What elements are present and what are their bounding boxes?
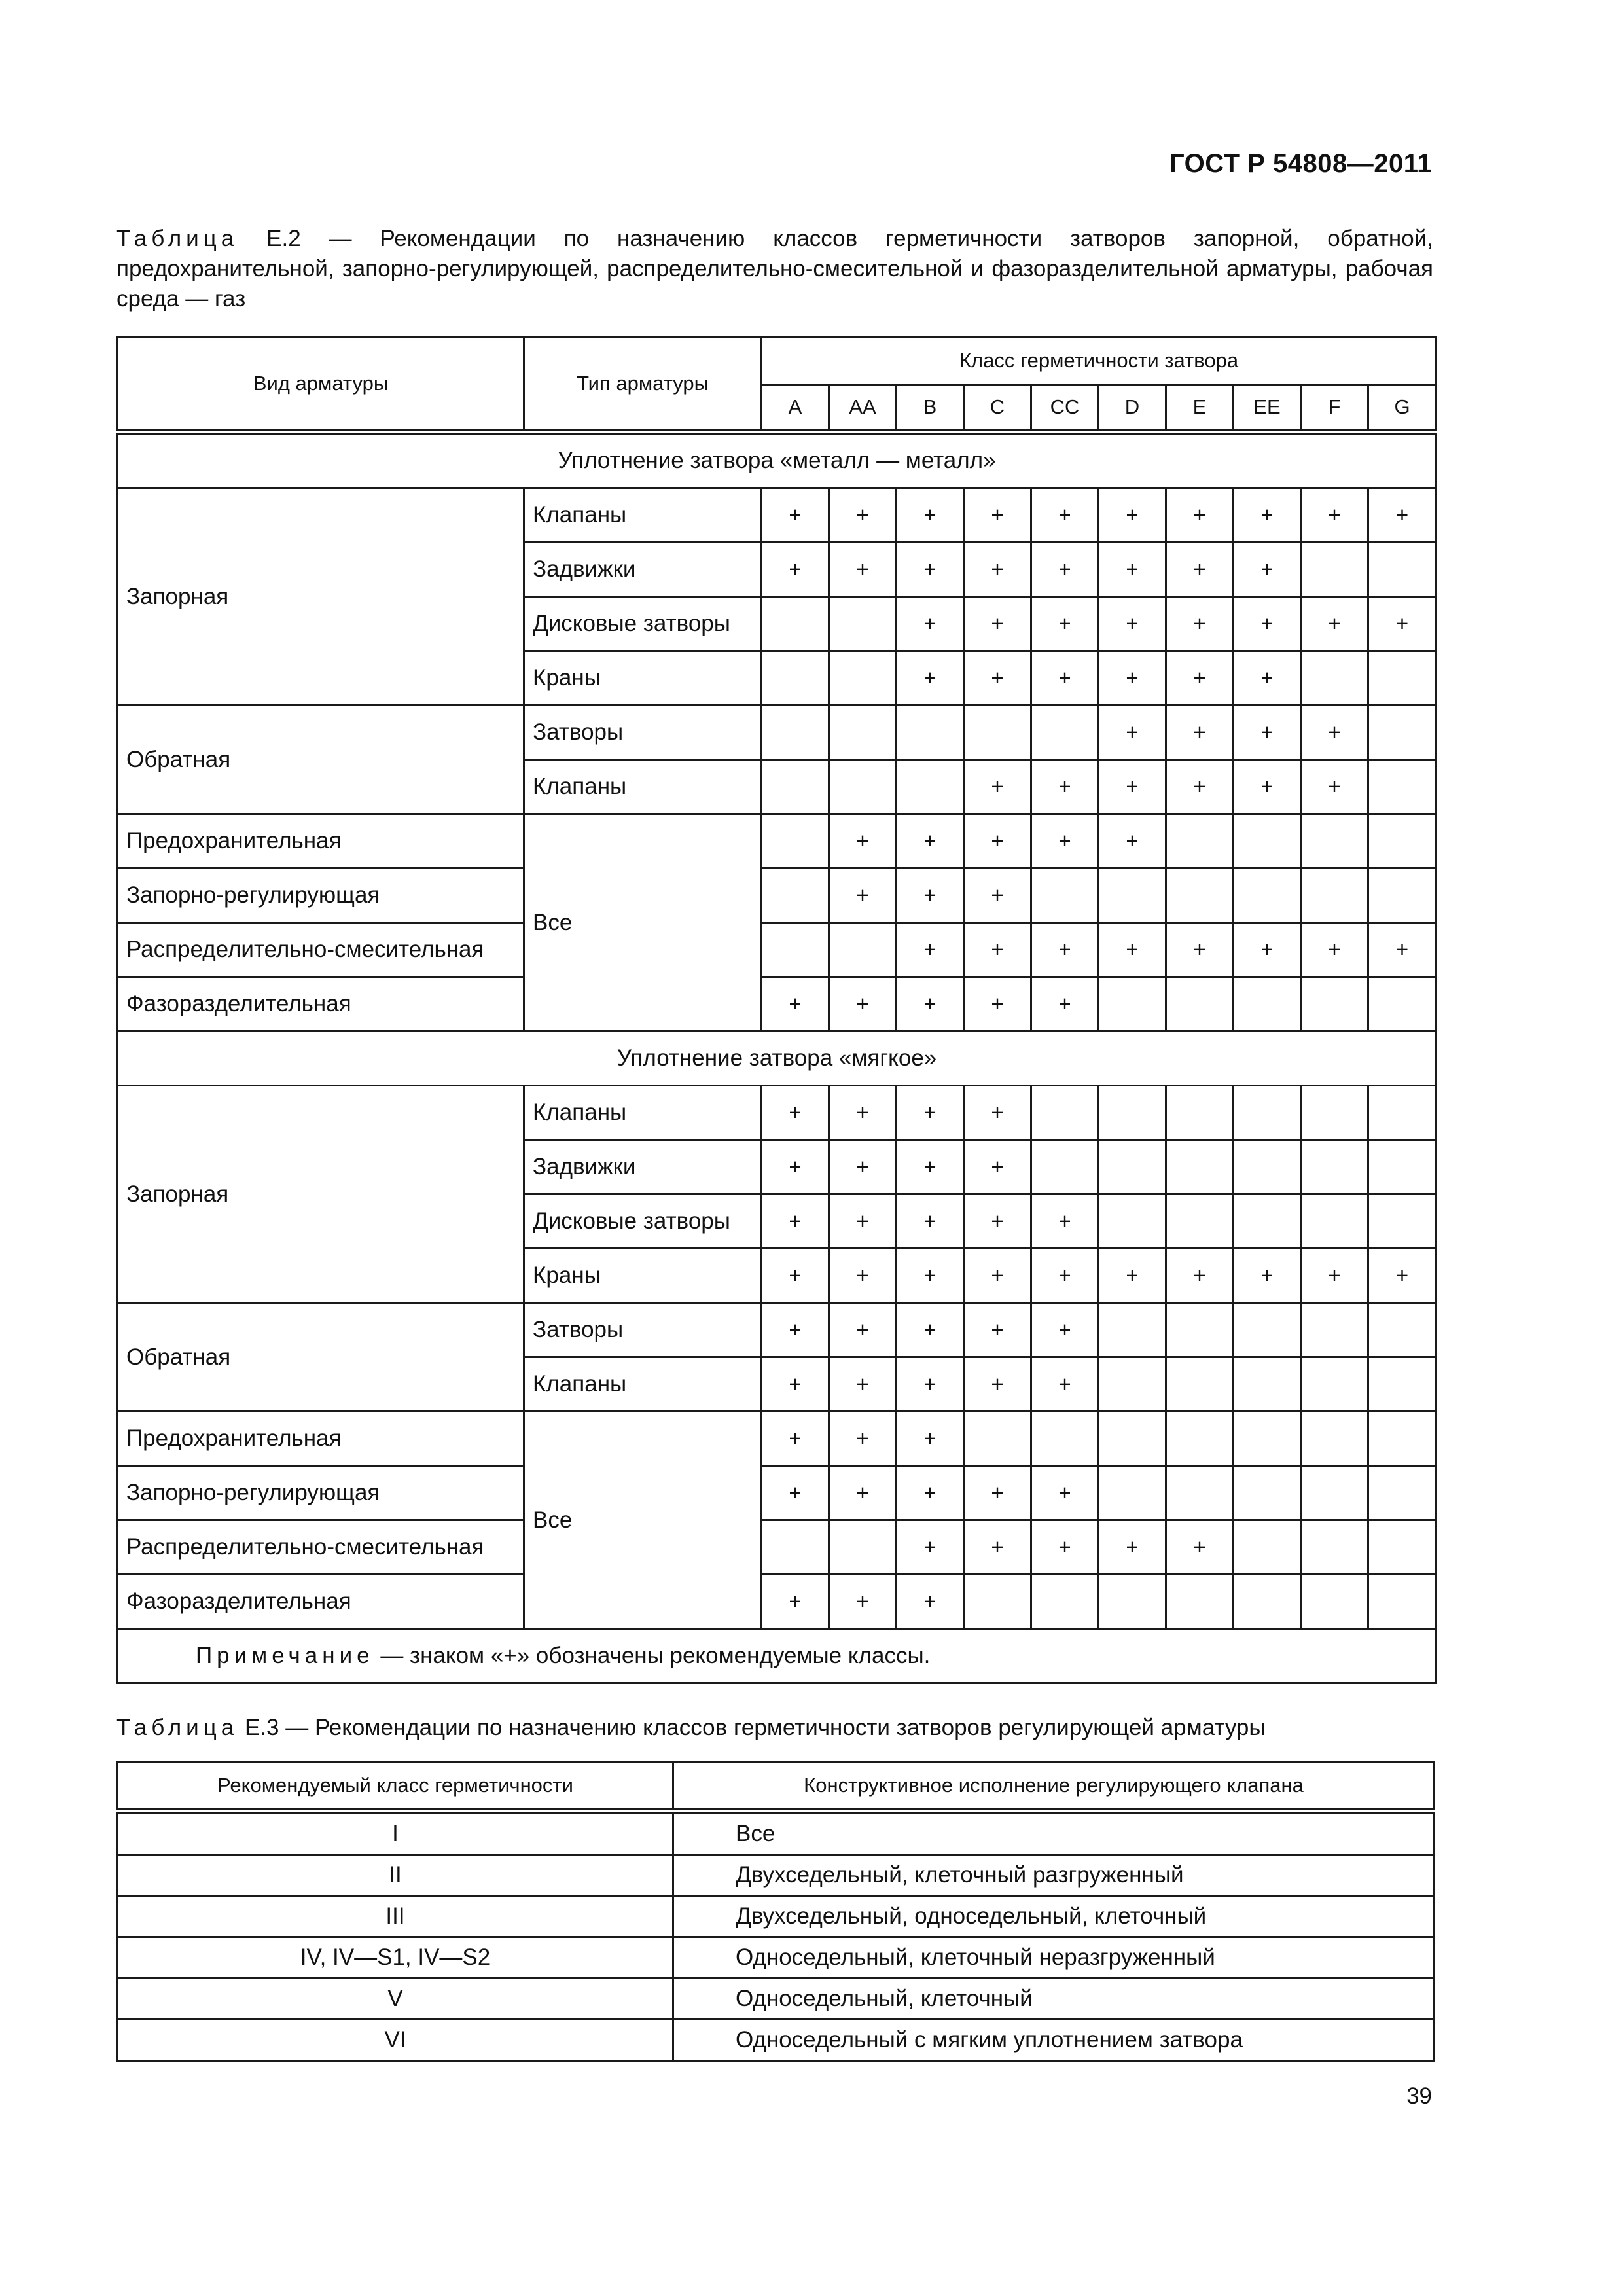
vid-cell: Запорно-регулирующая — [118, 869, 524, 923]
class-cell: VI — [118, 2020, 673, 2061]
table-row — [118, 814, 1436, 869]
table-row — [118, 1412, 1436, 1466]
mark-cell — [1166, 1575, 1234, 1629]
mark-cell: + — [829, 1194, 897, 1249]
note-row — [118, 1629, 1436, 1683]
mark-cell: + — [964, 488, 1031, 543]
tip-cell: Затворы — [524, 1303, 762, 1357]
mark-cell: + — [1234, 543, 1301, 597]
mark-cell: + — [762, 1357, 829, 1412]
mark-cell — [1368, 1412, 1436, 1466]
tip-cell: Краны — [524, 651, 762, 706]
caption-text: Е.3 — Рекомендации по назначению классов герметичности затворов регулирующей арматуры — [238, 1715, 1266, 1740]
mark-cell: + — [1166, 706, 1234, 760]
mark-cell — [1234, 869, 1301, 923]
mark-cell: + — [964, 869, 1031, 923]
mark-cell — [897, 706, 964, 760]
mark-cell — [1234, 1194, 1301, 1249]
mark-cell — [1166, 1303, 1234, 1357]
tip-cell: Задвижки — [524, 1140, 762, 1194]
mark-cell — [1166, 977, 1234, 1031]
design-cell: Двухседельный, клеточный разгруженный — [673, 1855, 1435, 1896]
mark-cell: + — [1234, 1249, 1301, 1303]
mark-cell: + — [829, 1575, 897, 1629]
mark-cell: + — [1031, 760, 1099, 814]
mark-cell — [1234, 1303, 1301, 1357]
vid-cell: Обратная — [118, 706, 524, 814]
tip-cell: Клапаны — [524, 1086, 762, 1140]
mark-cell: + — [1031, 1303, 1099, 1357]
design-cell: Односедельный, клеточный неразгруженный — [673, 1937, 1435, 1979]
table-row — [118, 1812, 1435, 1855]
tip-cell: Задвижки — [524, 543, 762, 597]
mark-cell — [1301, 1140, 1368, 1194]
class-header: AA — [829, 385, 897, 432]
mark-cell: + — [897, 1575, 964, 1629]
mark-cell — [829, 923, 897, 977]
mark-cell — [829, 706, 897, 760]
mark-cell — [1099, 1412, 1166, 1466]
mark-cell: + — [897, 1140, 964, 1194]
mark-cell: + — [964, 1303, 1031, 1357]
mark-cell — [1301, 1194, 1368, 1249]
mark-cell: + — [897, 869, 964, 923]
mark-cell — [1031, 1412, 1099, 1466]
mark-cell — [1234, 1466, 1301, 1520]
mark-cell: + — [1099, 543, 1166, 597]
mark-cell — [762, 706, 829, 760]
mark-cell: + — [1099, 760, 1166, 814]
table-row — [118, 1979, 1435, 2020]
mark-cell — [897, 760, 964, 814]
mark-cell: + — [897, 1357, 964, 1412]
table-row — [118, 1575, 1436, 1629]
mark-cell: + — [829, 488, 897, 543]
class-cell: I — [118, 1812, 673, 1855]
mark-cell: + — [1031, 543, 1099, 597]
mark-cell: + — [1031, 923, 1099, 977]
mark-cell — [1099, 1466, 1166, 1520]
caption-lead: Таблица — [116, 1715, 239, 1740]
mark-cell — [1368, 1194, 1436, 1249]
mark-cell — [1031, 1086, 1099, 1140]
mark-cell — [1234, 814, 1301, 869]
mark-cell: + — [762, 1303, 829, 1357]
mark-cell: + — [1031, 651, 1099, 706]
mark-cell: + — [1368, 1249, 1436, 1303]
design-cell: Двухседельный, односедельный, клеточный — [673, 1896, 1435, 1937]
mark-cell — [1166, 1086, 1234, 1140]
note-cell — [118, 1629, 1436, 1683]
mark-cell — [762, 869, 829, 923]
table-row — [118, 1855, 1435, 1896]
mark-cell: + — [964, 814, 1031, 869]
mark-cell: + — [964, 977, 1031, 1031]
mark-cell — [1368, 543, 1436, 597]
mark-cell — [1368, 814, 1436, 869]
mark-cell: + — [964, 543, 1031, 597]
mark-cell — [1099, 977, 1166, 1031]
mark-cell: + — [964, 1357, 1031, 1412]
mark-cell — [1031, 869, 1099, 923]
mark-cell: + — [964, 1249, 1031, 1303]
mark-cell: + — [897, 1249, 964, 1303]
class-cell: V — [118, 1979, 673, 2020]
mark-cell: + — [1031, 814, 1099, 869]
class-header: CC — [1031, 385, 1099, 432]
caption-text: Е.2 — Рекомендации по назначению классов герметичности затворов запорной, обратной, предохранительной, запорно-регулирующей, распределительно-смесительной и фазоразделительной арматуры, рабочая среда — газ — [116, 226, 1433, 312]
mark-cell: + — [1166, 1520, 1234, 1575]
vid-cell: Распределительно-смесительная — [118, 1520, 524, 1575]
caption-lead: Таблица — [116, 226, 239, 251]
table-e2 — [116, 336, 1437, 1684]
mark-cell: + — [1234, 651, 1301, 706]
table-row — [118, 706, 1436, 760]
mark-cell: + — [1234, 488, 1301, 543]
mark-cell: + — [829, 543, 897, 597]
mark-cell: + — [897, 977, 964, 1031]
mark-cell: + — [1031, 1520, 1099, 1575]
mark-cell — [1368, 1575, 1436, 1629]
vid-cell: Предохранительная — [118, 814, 524, 869]
table-e3-caption — [116, 1713, 1433, 1743]
mark-cell — [1031, 706, 1099, 760]
mark-cell — [829, 651, 897, 706]
header-class: Рекомендуемый класс герметичности — [118, 1762, 673, 1812]
table-row — [118, 1937, 1435, 1979]
mark-cell — [1099, 869, 1166, 923]
tip-cell: Клапаны — [524, 488, 762, 543]
mark-cell — [964, 1575, 1031, 1629]
mark-cell — [1368, 1086, 1436, 1140]
mark-cell: + — [1166, 488, 1234, 543]
mark-cell — [964, 706, 1031, 760]
mark-cell — [1301, 1520, 1368, 1575]
mark-cell: + — [1234, 760, 1301, 814]
design-cell: Односедельный с мягким уплотнением затвора — [673, 2020, 1435, 2061]
vid-cell: Запорная — [118, 1086, 524, 1303]
mark-cell: + — [829, 1249, 897, 1303]
mark-cell — [1099, 1194, 1166, 1249]
mark-cell — [1368, 1140, 1436, 1194]
mark-cell: + — [1099, 488, 1166, 543]
mark-cell — [829, 1520, 897, 1575]
class-header: G — [1368, 385, 1436, 432]
mark-cell — [1166, 814, 1234, 869]
tip-cell: Все — [524, 1412, 762, 1629]
note-lead: Примечание — [196, 1643, 374, 1668]
class-header: EE — [1234, 385, 1301, 432]
mark-cell: + — [897, 1520, 964, 1575]
mark-cell: + — [1301, 1249, 1368, 1303]
note-text: — знаком «+» обозначены рекомендуемые классы. — [374, 1643, 931, 1668]
mark-cell: + — [1099, 1520, 1166, 1575]
mark-cell: + — [762, 1194, 829, 1249]
mark-cell: + — [1099, 814, 1166, 869]
mark-cell — [1301, 869, 1368, 923]
mark-cell: + — [897, 1086, 964, 1140]
header-row — [118, 337, 1436, 385]
class-cell: III — [118, 1896, 673, 1937]
mark-cell: + — [762, 1575, 829, 1629]
mark-cell: + — [829, 1357, 897, 1412]
mark-cell: + — [1031, 488, 1099, 543]
mark-cell — [762, 1520, 829, 1575]
mark-cell: + — [1301, 923, 1368, 977]
mark-cell: + — [762, 488, 829, 543]
mark-cell: + — [829, 869, 897, 923]
vid-cell: Предохранительная — [118, 1412, 524, 1466]
mark-cell: + — [762, 543, 829, 597]
mark-cell: + — [897, 1466, 964, 1520]
mark-cell — [1099, 1086, 1166, 1140]
mark-cell — [1166, 1466, 1234, 1520]
mark-cell — [1099, 1303, 1166, 1357]
mark-cell: + — [964, 760, 1031, 814]
mark-cell — [1234, 977, 1301, 1031]
mark-cell — [1234, 1140, 1301, 1194]
mark-cell — [964, 1412, 1031, 1466]
class-header: D — [1099, 385, 1166, 432]
table-row — [118, 1466, 1436, 1520]
table-row — [118, 1303, 1436, 1357]
table-row — [118, 2020, 1435, 2061]
mark-cell: + — [1166, 923, 1234, 977]
mark-cell: + — [1031, 1194, 1099, 1249]
mark-cell: + — [1166, 1249, 1234, 1303]
mark-cell: + — [1031, 1466, 1099, 1520]
mark-cell: + — [897, 814, 964, 869]
header-class-group: Класс герметичности затвора — [762, 337, 1436, 385]
mark-cell: + — [829, 1466, 897, 1520]
vid-cell: Запорная — [118, 488, 524, 706]
vid-cell: Распределительно-смесительная — [118, 923, 524, 977]
tip-cell: Дисковые затворы — [524, 1194, 762, 1249]
mark-cell: + — [762, 1140, 829, 1194]
class-header: E — [1166, 385, 1234, 432]
table-row — [118, 488, 1436, 543]
mark-cell: + — [964, 1466, 1031, 1520]
mark-cell: + — [1368, 923, 1436, 977]
table-row — [118, 1086, 1436, 1140]
mark-cell — [762, 597, 829, 651]
mark-cell: + — [762, 1086, 829, 1140]
section-row — [118, 432, 1436, 488]
header-vid: Вид арматуры — [118, 337, 524, 432]
mark-cell: + — [762, 977, 829, 1031]
mark-cell — [1301, 814, 1368, 869]
mark-cell: + — [1031, 977, 1099, 1031]
class-cell: IV, IV—S1, IV—S2 — [118, 1937, 673, 1979]
header-tip: Тип арматуры — [524, 337, 762, 432]
mark-cell — [1166, 1140, 1234, 1194]
mark-cell: + — [964, 1140, 1031, 1194]
mark-cell: + — [1166, 597, 1234, 651]
mark-cell: + — [1166, 543, 1234, 597]
tip-cell: Все — [524, 814, 762, 1031]
mark-cell — [1234, 1357, 1301, 1412]
mark-cell — [1368, 760, 1436, 814]
mark-cell: + — [964, 1086, 1031, 1140]
mark-cell: + — [897, 543, 964, 597]
section-title: Уплотнение затвора «металл — металл» — [118, 432, 1436, 488]
table-e3 — [116, 1761, 1435, 2062]
mark-cell: + — [1301, 706, 1368, 760]
table-row — [118, 1896, 1435, 1937]
mark-cell — [1166, 869, 1234, 923]
mark-cell — [1099, 1140, 1166, 1194]
vid-cell: Фазоразделительная — [118, 977, 524, 1031]
table-row — [118, 923, 1436, 977]
vid-cell: Фазоразделительная — [118, 1575, 524, 1629]
mark-cell — [1301, 1086, 1368, 1140]
mark-cell — [762, 923, 829, 977]
header-design: Конструктивное исполнение регулирующего клапана — [673, 1762, 1435, 1812]
mark-cell: + — [897, 923, 964, 977]
mark-cell — [1166, 1412, 1234, 1466]
mark-cell: + — [897, 1412, 964, 1466]
section-title: Уплотнение затвора «мягкое» — [118, 1031, 1436, 1086]
mark-cell: + — [1368, 597, 1436, 651]
mark-cell — [1031, 1575, 1099, 1629]
mark-cell — [1368, 1357, 1436, 1412]
mark-cell: + — [897, 597, 964, 651]
class-header: F — [1301, 385, 1368, 432]
mark-cell — [1301, 1412, 1368, 1466]
mark-cell: + — [1099, 597, 1166, 651]
table-e2-caption — [116, 224, 1433, 314]
mark-cell: + — [964, 1520, 1031, 1575]
mark-cell — [762, 814, 829, 869]
mark-cell: + — [964, 1194, 1031, 1249]
mark-cell: + — [1234, 923, 1301, 977]
section-row — [118, 1031, 1436, 1086]
mark-cell: + — [1301, 597, 1368, 651]
mark-cell: + — [1368, 488, 1436, 543]
class-header: B — [897, 385, 964, 432]
mark-cell: + — [1234, 706, 1301, 760]
mark-cell — [1368, 706, 1436, 760]
mark-cell — [1301, 1357, 1368, 1412]
mark-cell: + — [1166, 651, 1234, 706]
mark-cell: + — [829, 1140, 897, 1194]
vid-cell: Запорно-регулирующая — [118, 1466, 524, 1520]
mark-cell — [1368, 977, 1436, 1031]
class-cell: II — [118, 1855, 673, 1896]
tip-cell: Клапаны — [524, 1357, 762, 1412]
mark-cell — [1234, 1412, 1301, 1466]
mark-cell: + — [1031, 597, 1099, 651]
class-header: C — [964, 385, 1031, 432]
mark-cell — [1301, 977, 1368, 1031]
vid-cell: Обратная — [118, 1303, 524, 1412]
mark-cell — [1099, 1357, 1166, 1412]
mark-cell — [1031, 1140, 1099, 1194]
mark-cell — [1368, 1520, 1436, 1575]
mark-cell: + — [829, 977, 897, 1031]
mark-cell — [1166, 1357, 1234, 1412]
page-number: 39 — [1406, 2083, 1432, 2109]
mark-cell — [1099, 1575, 1166, 1629]
mark-cell — [829, 597, 897, 651]
mark-cell: + — [762, 1466, 829, 1520]
mark-cell: + — [897, 651, 964, 706]
mark-cell: + — [829, 814, 897, 869]
mark-cell — [762, 651, 829, 706]
mark-cell — [1368, 651, 1436, 706]
mark-cell — [1234, 1575, 1301, 1629]
mark-cell: + — [1031, 1357, 1099, 1412]
mark-cell: + — [897, 1194, 964, 1249]
mark-cell: + — [964, 597, 1031, 651]
mark-cell — [829, 760, 897, 814]
mark-cell: + — [1301, 488, 1368, 543]
mark-cell — [1368, 1466, 1436, 1520]
mark-cell — [1368, 1303, 1436, 1357]
mark-cell — [1368, 869, 1436, 923]
mark-cell — [1301, 651, 1368, 706]
mark-cell: + — [1234, 597, 1301, 651]
mark-cell: + — [897, 488, 964, 543]
mark-cell — [1166, 1194, 1234, 1249]
table-row — [118, 869, 1436, 923]
mark-cell: + — [1099, 1249, 1166, 1303]
mark-cell — [762, 760, 829, 814]
mark-cell — [1301, 1466, 1368, 1520]
mark-cell: + — [762, 1249, 829, 1303]
mark-cell: + — [1166, 760, 1234, 814]
mark-cell: + — [964, 651, 1031, 706]
mark-cell: + — [897, 1303, 964, 1357]
mark-cell: + — [1099, 923, 1166, 977]
document-header: ГОСТ Р 54808—2011 — [1169, 149, 1432, 178]
tip-cell: Дисковые затворы — [524, 597, 762, 651]
table-row — [118, 1520, 1436, 1575]
mark-cell: + — [829, 1086, 897, 1140]
mark-cell — [1301, 1575, 1368, 1629]
mark-cell — [1234, 1086, 1301, 1140]
mark-cell: + — [829, 1303, 897, 1357]
design-cell: Все — [673, 1812, 1435, 1855]
mark-cell: + — [1301, 760, 1368, 814]
class-header: A — [762, 385, 829, 432]
tip-cell: Клапаны — [524, 760, 762, 814]
mark-cell: + — [964, 923, 1031, 977]
mark-cell — [1301, 543, 1368, 597]
tip-cell: Краны — [524, 1249, 762, 1303]
mark-cell: + — [1099, 651, 1166, 706]
design-cell: Односедельный, клеточный — [673, 1979, 1435, 2020]
mark-cell — [1234, 1520, 1301, 1575]
table-row — [118, 977, 1436, 1031]
mark-cell: + — [829, 1412, 897, 1466]
mark-cell: + — [1099, 706, 1166, 760]
mark-cell: + — [762, 1412, 829, 1466]
mark-cell: + — [1031, 1249, 1099, 1303]
mark-cell — [1301, 1303, 1368, 1357]
tip-cell: Затворы — [524, 706, 762, 760]
